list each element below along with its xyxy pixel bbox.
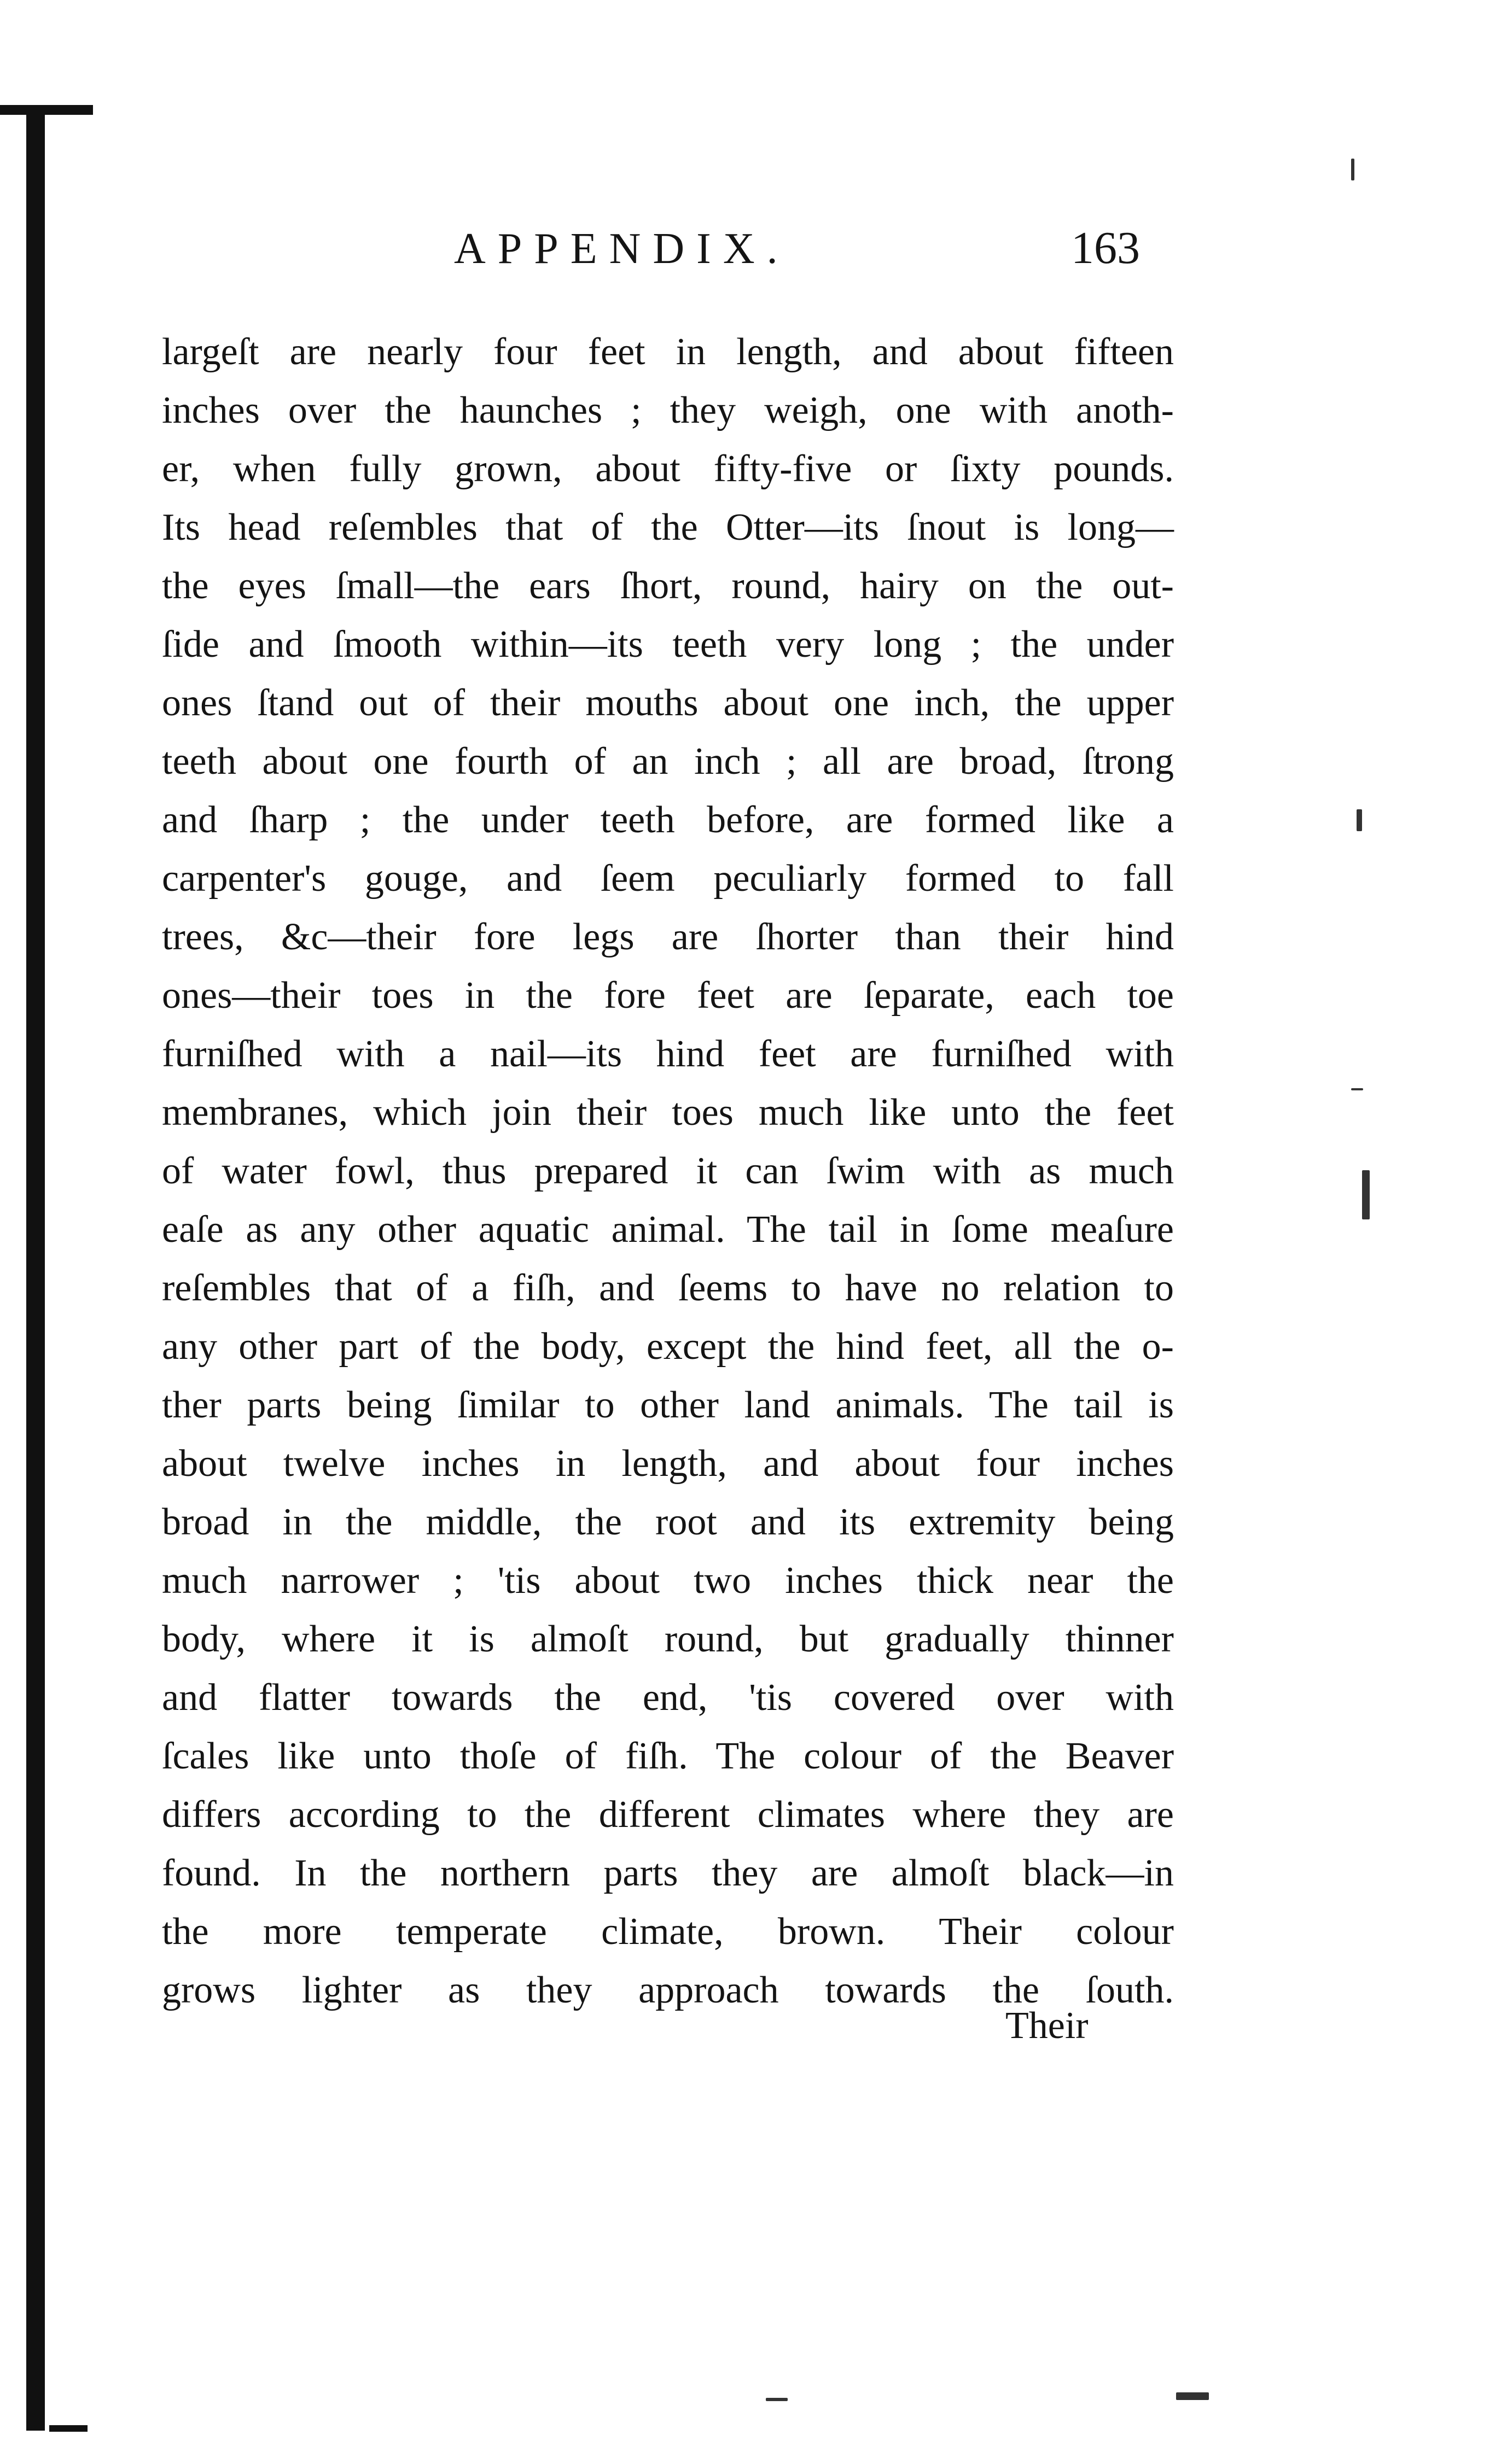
text-line: largeſt are nearly four feet in length, and about fifteen (162, 331, 1174, 373)
text-line: inches over the haunches ; they weigh, one with anoth- (162, 389, 1174, 431)
binding-edge (26, 107, 45, 2431)
text-line: broad in the middle, the root and its extremity being (162, 1501, 1174, 1543)
text-line: much narrower ; 'tis about two inches thick near the (162, 1560, 1174, 1602)
scan-speck (1357, 809, 1362, 831)
scan-speck (1176, 2392, 1209, 2400)
text-line: eaſe as any other aquatic animal. The tail in ſome meaſure (162, 1208, 1174, 1251)
binding-edge-top (0, 105, 93, 115)
text-line: the more temperate climate, brown. Their colour (162, 1911, 1174, 1953)
text-line: ther parts being ſimilar to other land animals. The tail is (162, 1384, 1174, 1426)
text-line: ſcales like unto thoſe of fiſh. The colour of the Beaver (162, 1735, 1174, 1777)
text-line: body, where it is almoſt round, but gradually thinner (162, 1618, 1174, 1660)
text-line: and flatter towards the end, 'tis covered over with (162, 1677, 1174, 1719)
scan-speck (766, 2398, 788, 2401)
text-line: differs according to the different climates where they are (162, 1794, 1174, 1836)
scan-speck (1351, 1088, 1363, 1090)
text-line: Its head reſembles that of the Otter—its ſnout is long— (162, 506, 1174, 548)
text-line: ſide and ſmooth within—its teeth very long ; the under (162, 623, 1174, 665)
text-line: of water fowl, thus prepared it can ſwim with as much (162, 1150, 1174, 1192)
text-line: ones—their toes in the fore feet are ſeparate, each toe (162, 974, 1174, 1017)
text-line: the eyes ſmall—the ears ſhort, round, hairy on the out- (162, 565, 1174, 607)
text-line: carpenter's gouge, and ſeem peculiarly formed to fall (162, 857, 1174, 900)
scan-speck (1351, 159, 1354, 180)
page-number: 163 (1071, 223, 1140, 273)
text-line: any other part of the body, except the hind feet, all the o- (162, 1326, 1174, 1368)
binding-edge-bottom (49, 2425, 88, 2432)
text-line: reſembles that of a fiſh, and ſeems to have no relation to (162, 1267, 1174, 1309)
body-text (162, 323, 1174, 2019)
text-line: membranes, which join their toes much like unto the feet (162, 1091, 1174, 1134)
text-line: about twelve inches in length, and about four inches (162, 1443, 1174, 1485)
text-line: trees, &c—their fore legs are ſhorter than their hind (162, 916, 1174, 958)
text-line: teeth about one fourth of an inch ; all are broad, ſtrong (162, 740, 1174, 783)
text-line: er, when fully grown, about fifty-five or ſixty pounds. (162, 448, 1174, 490)
text-line: furniſhed with a nail—its hind feet are furniſhed with (162, 1033, 1174, 1075)
catchword: Their (1005, 2005, 1089, 2047)
text-line: found. In the northern parts they are almoſt black—in (162, 1852, 1174, 1894)
text-line: and ſharp ; the under teeth before, are formed like a (162, 799, 1174, 841)
scan-speck (1362, 1170, 1370, 1219)
text-line: ones ſtand out of their mouths about one inch, the upper (162, 682, 1174, 724)
running-head: APPENDIX. (454, 225, 790, 273)
text-line: grows lighter as they approach towards the ſouth. (162, 1969, 1174, 2011)
